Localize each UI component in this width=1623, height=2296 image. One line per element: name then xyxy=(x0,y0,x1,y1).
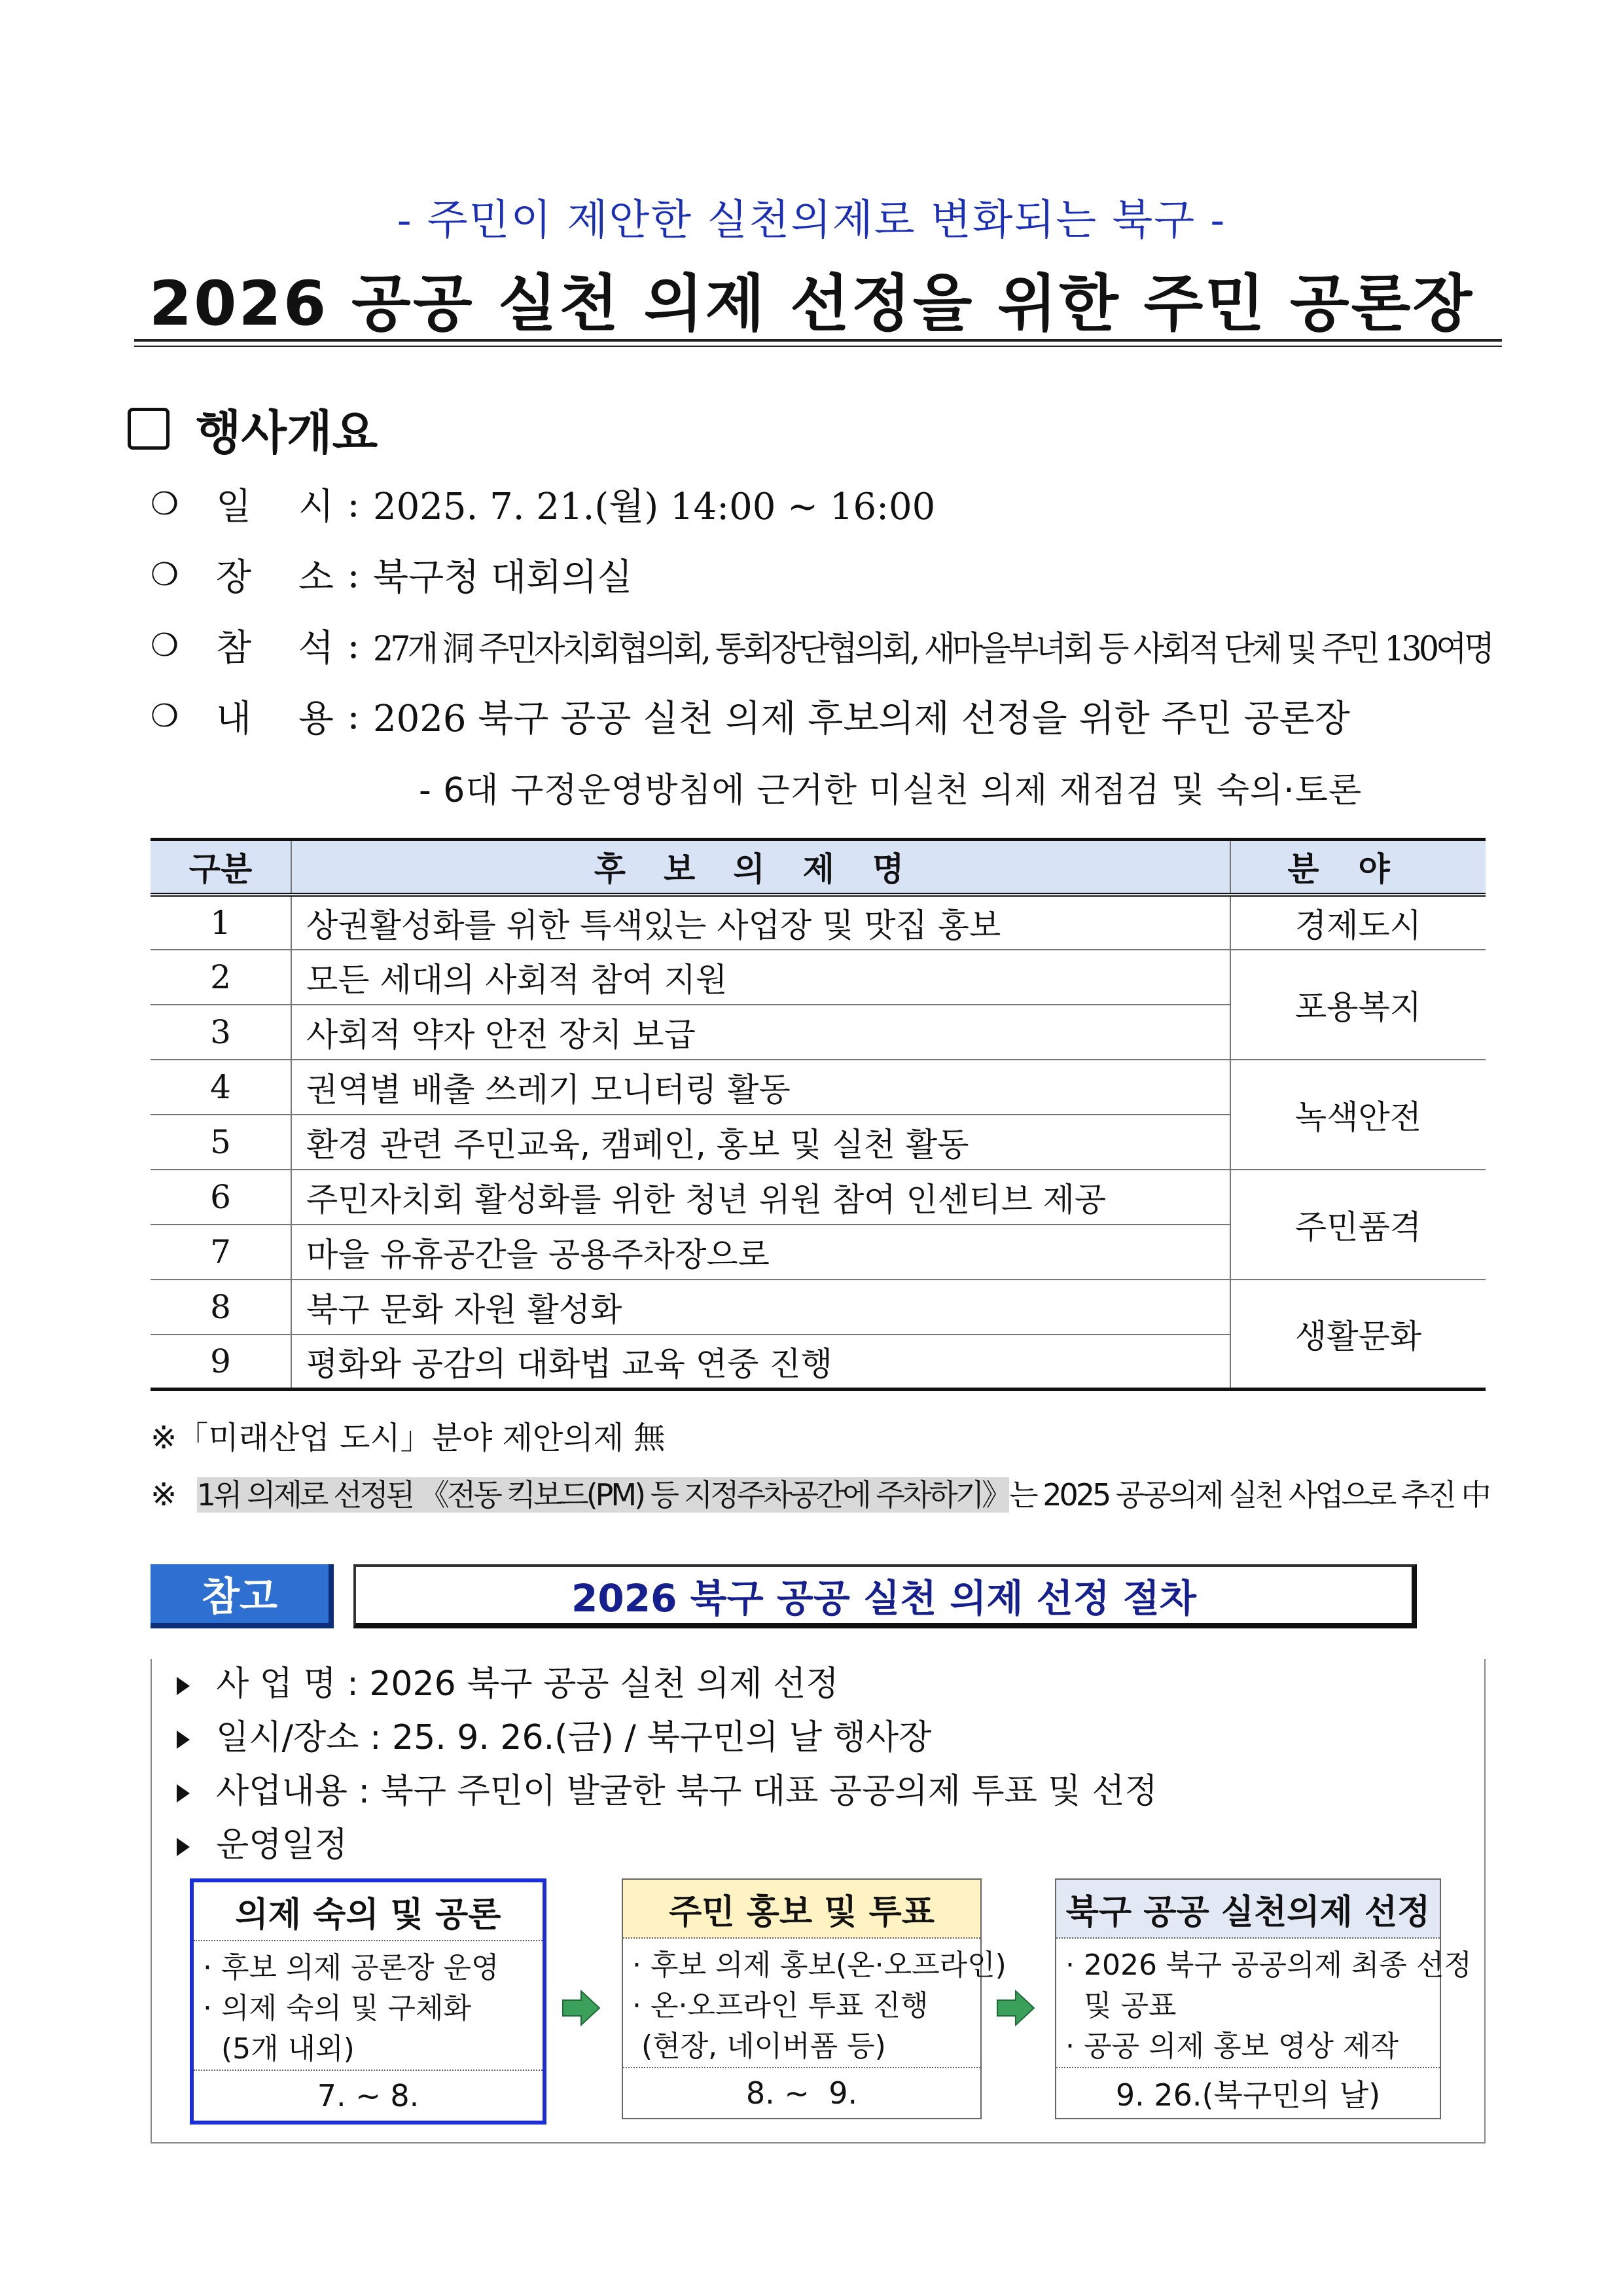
arrow-right-icon xyxy=(996,1988,1035,2028)
circle-bullet-icon: ❍ xyxy=(151,556,179,593)
header-field: 분야 xyxy=(1230,840,1486,895)
table-row: 8 북구 문화 자원 활성화 생활문화 xyxy=(151,1280,1486,1335)
circle-bullet-icon: ❍ xyxy=(151,486,179,522)
table-row: 7 마을 유휴공간을 공용주차장으로 xyxy=(151,1225,1486,1280)
info-value-content: 2026 북구 공공 실천 의제 후보의제 선정을 위한 주민 공론장 xyxy=(373,698,1350,740)
reference-title: 2026 북구 공공 실천 의제 선정 절차 xyxy=(353,1564,1417,1628)
info-label: 내 용 xyxy=(216,698,334,740)
triangle-bullet-icon xyxy=(177,1838,190,1856)
table-row: 1 상권활성화를 위한 특색있는 사업장 및 맛집 홍보 경제도시 xyxy=(151,895,1486,950)
checkbox-square-icon xyxy=(128,408,169,450)
triangle-bullet-icon xyxy=(177,1731,190,1749)
title-divider xyxy=(134,339,1502,347)
info-value-attendees: 27개 洞 주민자치회협의회, 통회장단협의회, 새마을부녀회 등 사회적 단체 및 주민 130여명 xyxy=(373,629,1492,669)
table-row: 3 사회적 약자 안전 장치 보급 xyxy=(151,1005,1486,1060)
info-row-content: ❍ 내 용 : 2026 북구 공공 실천 의제 후보의제 선정을 위한 주민 공론장 xyxy=(151,690,1350,742)
note-pm-parking: ※ 1위 의제로 선정된 《전동 킥보드(PM) 등 지정주차공간에 주차하기》는 2025 공공의제 실천 사업으로 추진 中 xyxy=(151,1477,1489,1513)
header-name: 후보의제명 xyxy=(291,840,1230,895)
triangle-bullet-icon xyxy=(177,1677,190,1695)
field-cell: 포용복지 xyxy=(1230,950,1486,1060)
content-sub-item: - 6대 구정운영방침에 근거한 미실천 의제 재점검 및 숙의·토론 xyxy=(419,771,1363,810)
info-label: 일 시 xyxy=(216,486,334,528)
field-cell: 주민품격 xyxy=(1230,1170,1486,1280)
info-value-date: 2025. 7. 21.(월) 14:00 ~ 16:00 xyxy=(373,486,936,528)
document-subtitle: - 주민이 제안한 실천의제로 변화되는 북구 - xyxy=(397,196,1226,245)
table-row: 9 평화와 공감의 대화법 교육 연중 진행 xyxy=(151,1335,1486,1390)
table-row: 5 환경 관련 주민교육, 캠페인, 홍보 및 실천 활동 xyxy=(151,1115,1486,1170)
step-box-selection: 북구 공공 실천의제 선정 · 2026 북구 공공의제 최종 선정 및 공표 · 공공 의제 홍보 영상 제작 9. 26.(북구민의 날) xyxy=(1055,1878,1441,2119)
info-label: 장 소 xyxy=(216,556,334,599)
agenda-table xyxy=(151,838,1486,1391)
reference-line: 사업내용 : 북구 주민이 발굴한 북구 대표 공공의제 투표 및 선정 xyxy=(177,1763,1158,1812)
info-label: 참 석 xyxy=(216,627,334,670)
info-row-attendees: ❍ 참 석 : 27개 洞 주민자치회협의회, 통회장단협의회, 새마을부녀회 등 사회적 단체 및 주민 130여명 xyxy=(151,619,1563,672)
table-row: 2 모든 세대의 사회적 참여 지원 포용복지 xyxy=(151,950,1486,1005)
arrow-right-icon xyxy=(562,1988,601,2028)
field-cell: 생활문화 xyxy=(1230,1280,1486,1390)
reference-line: 일시/장소 : 25. 9. 26.(금) / 북구민의 날 행사장 xyxy=(177,1710,931,1759)
reference-tag: 참고 xyxy=(151,1564,334,1628)
field-cell: 경제도시 xyxy=(1230,895,1486,950)
circle-bullet-icon: ❍ xyxy=(151,627,179,664)
table-row: 6 주민자치회 활성화를 위한 청년 위원 참여 인센티브 제공 주민품격 xyxy=(151,1170,1486,1225)
table-row: 4 권역별 배출 쓰레기 모니터링 활동 녹색안전 xyxy=(151,1060,1486,1115)
reference-line: 운영일정 xyxy=(177,1817,348,1866)
info-row-date: ❍ 일 시 : 2025. 7. 21.(월) 14:00 ~ 16:00 xyxy=(151,478,935,530)
section-heading xyxy=(128,399,378,458)
document-title: 2026 공공 실천 의제 선정을 위한 주민 공론장 xyxy=(149,268,1474,340)
header-no: 구분 xyxy=(151,840,291,895)
table-header-row xyxy=(151,840,1486,895)
circle-bullet-icon: ❍ xyxy=(151,698,179,734)
note-future-industry: ※「미래산업 도시」분야 제안의제 無 xyxy=(151,1420,666,1456)
step-box-promotion: 주민 홍보 및 투표 · 후보 의제 홍보(온·오프라인) · 온·오프라인 투표 진행 (현장, 네이버폼 등) 8. ~ 9. xyxy=(622,1878,982,2119)
reference-line: 사 업 명 : 2026 북구 공공 실천 의제 선정 xyxy=(177,1656,839,1705)
triangle-bullet-icon xyxy=(177,1784,190,1803)
step-box-deliberation: 의제 숙의 및 공론 · 후보 의제 공론장 운영 · 의제 숙의 및 구체화 (5개 내외) 7. ~ 8. xyxy=(190,1878,546,2125)
info-value-place: 북구청 대회의실 xyxy=(373,556,633,599)
section-title: 행사개요 xyxy=(196,405,378,460)
info-row-place: ❍ 장 소 : 북구청 대회의실 xyxy=(151,548,632,601)
field-cell: 녹색안전 xyxy=(1230,1060,1486,1170)
